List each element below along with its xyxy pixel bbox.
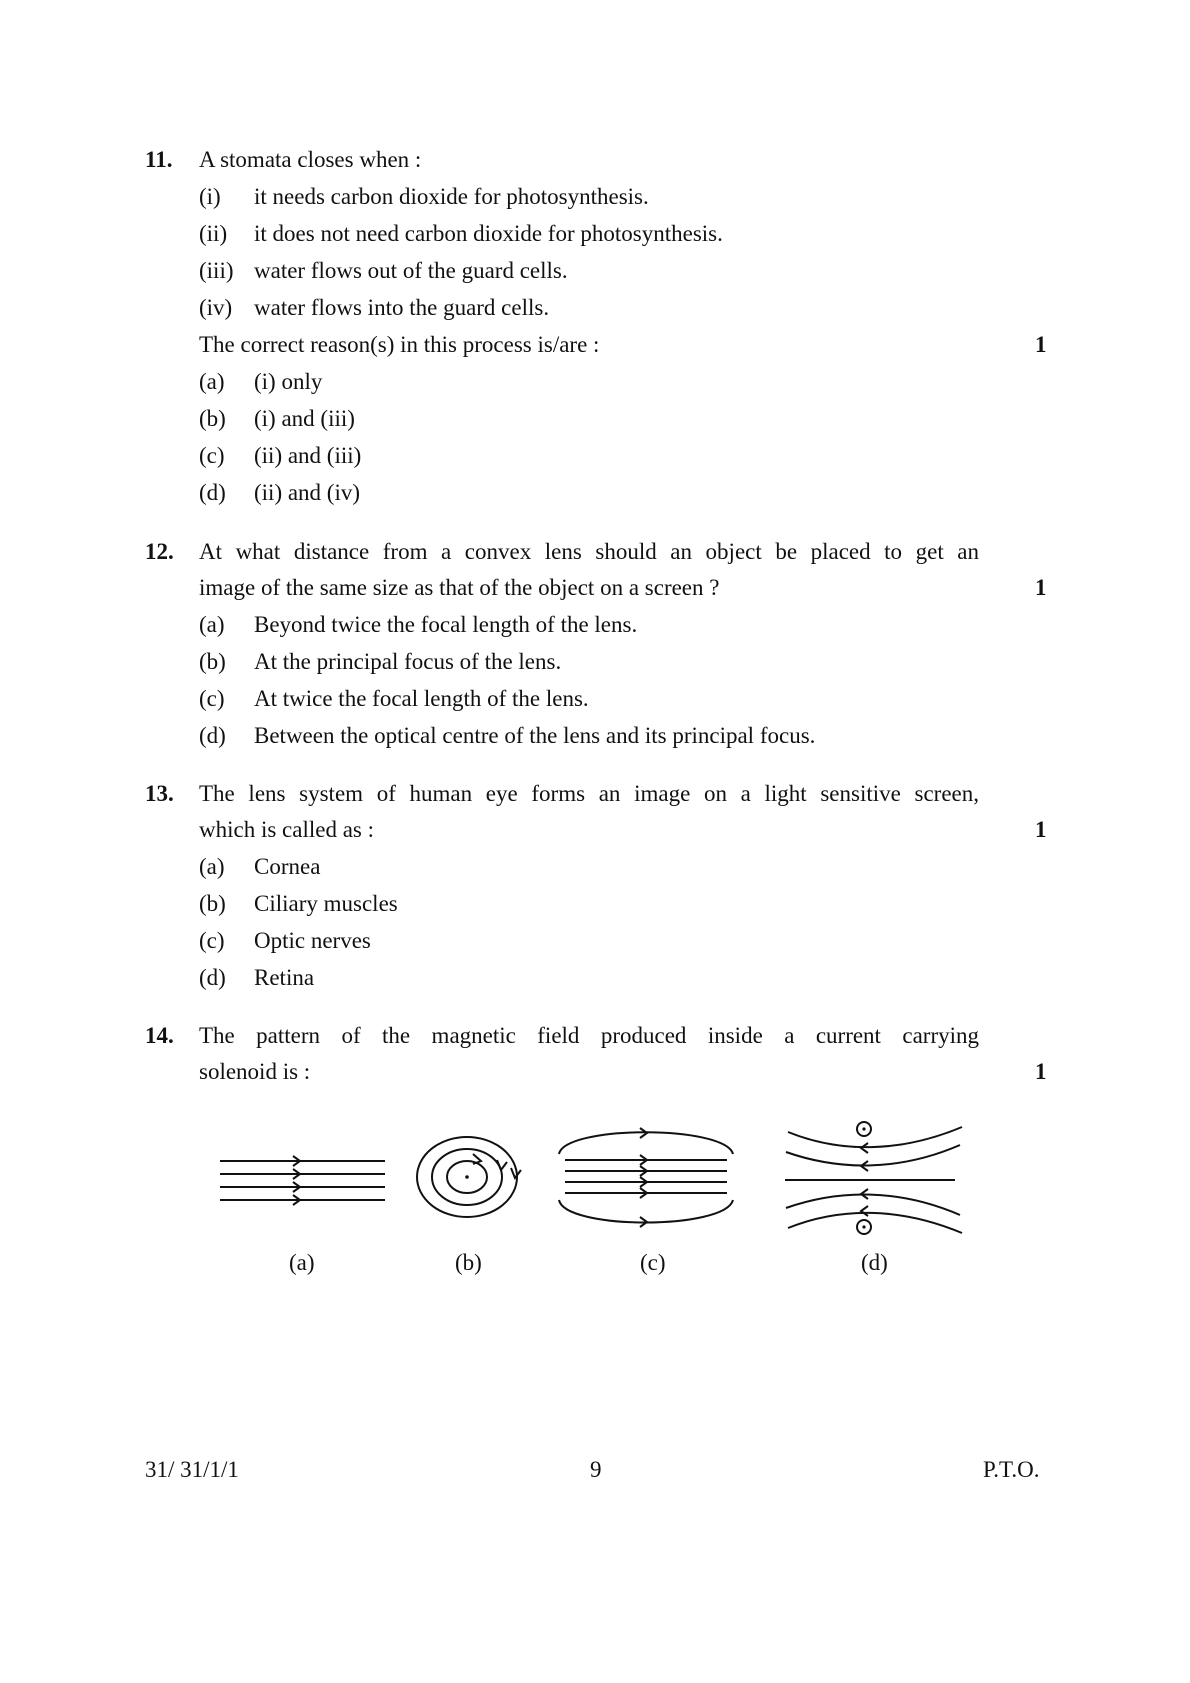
figure-a-parallel-field-lines bbox=[215, 1145, 395, 1215]
statement-text: water flows out of the guard cells. bbox=[254, 258, 568, 283]
question-stem-line1: The pattern of the magnetic field produced inside a current carrying bbox=[199, 1023, 979, 1048]
statement-text: water flows into the guard cells. bbox=[254, 295, 550, 320]
option-text: Retina bbox=[254, 965, 315, 990]
question-stem: A stomata closes when : bbox=[199, 147, 422, 172]
question-number: 11. bbox=[145, 147, 173, 172]
statement-text: it needs carbon dioxide for photosynthesis. bbox=[254, 184, 649, 209]
option-label: (d) bbox=[199, 723, 226, 748]
figure-c-solenoid-field bbox=[555, 1120, 740, 1235]
option-text: At twice the focal length of the lens. bbox=[254, 686, 589, 711]
option-label: (b) bbox=[199, 891, 226, 916]
option-label: (a) bbox=[199, 369, 225, 394]
page-number: 9 bbox=[590, 1457, 602, 1482]
figure-d-two-wires-field bbox=[780, 1115, 970, 1240]
statement-label: (ii) bbox=[199, 221, 228, 246]
question-number: 13. bbox=[145, 781, 174, 806]
option-text: (i) and (iii) bbox=[254, 406, 355, 431]
question-number: 14. bbox=[145, 1023, 174, 1048]
question-stem-line2: image of the same size as that of the object on a screen ? bbox=[199, 575, 720, 600]
pto-label: P.T.O. bbox=[983, 1457, 1040, 1482]
option-text: (i) only bbox=[254, 369, 323, 394]
option-label: (c) bbox=[199, 686, 225, 711]
option-label: (b) bbox=[199, 406, 226, 431]
figure-label-b: (b) bbox=[455, 1250, 482, 1275]
figure-label-d: (d) bbox=[861, 1250, 888, 1275]
marks: 1 bbox=[1035, 817, 1047, 842]
option-text: At the principal focus of the lens. bbox=[254, 649, 562, 674]
question-prompt: The correct reason(s) in this process is/are : bbox=[199, 332, 600, 357]
option-text: Cornea bbox=[254, 854, 321, 879]
option-label: (a) bbox=[199, 854, 225, 879]
figure-label-a: (a) bbox=[289, 1250, 315, 1275]
option-label: (c) bbox=[199, 443, 225, 468]
figure-b-concentric-circles bbox=[415, 1130, 525, 1225]
question-stem-line1: The lens system of human eye forms an image on a light sensitive screen, bbox=[199, 781, 979, 806]
marks: 1 bbox=[1035, 1059, 1047, 1084]
option-text: (ii) and (iv) bbox=[254, 480, 361, 505]
statement-label: (iv) bbox=[199, 295, 233, 320]
question-stem-line1: At what distance from a convex lens should an object be placed to get an bbox=[199, 539, 979, 564]
marks: 1 bbox=[1035, 575, 1047, 600]
option-label: (d) bbox=[199, 965, 226, 990]
paper-code: 31/ 31/1/1 bbox=[145, 1457, 239, 1482]
option-label: (a) bbox=[199, 612, 225, 637]
question-stem-line2: which is called as : bbox=[199, 817, 375, 842]
option-label: (c) bbox=[199, 928, 225, 953]
option-text: Optic nerves bbox=[254, 928, 371, 953]
statement-label: (i) bbox=[199, 184, 221, 209]
marks: 1 bbox=[1035, 332, 1047, 357]
figure-label-c: (c) bbox=[640, 1250, 666, 1275]
statement-label: (iii) bbox=[199, 258, 234, 283]
option-text: Beyond twice the focal length of the lens. bbox=[254, 612, 638, 637]
option-text: (ii) and (iii) bbox=[254, 443, 362, 468]
question-number: 12. bbox=[145, 539, 174, 564]
option-text: Between the optical centre of the lens and its principal focus. bbox=[254, 723, 816, 748]
question-stem-line2: solenoid is : bbox=[199, 1059, 311, 1084]
option-label: (b) bbox=[199, 649, 226, 674]
option-text: Ciliary muscles bbox=[254, 891, 398, 916]
statement-text: it does not need carbon dioxide for photosynthesis. bbox=[254, 221, 723, 246]
option-label: (d) bbox=[199, 480, 226, 505]
